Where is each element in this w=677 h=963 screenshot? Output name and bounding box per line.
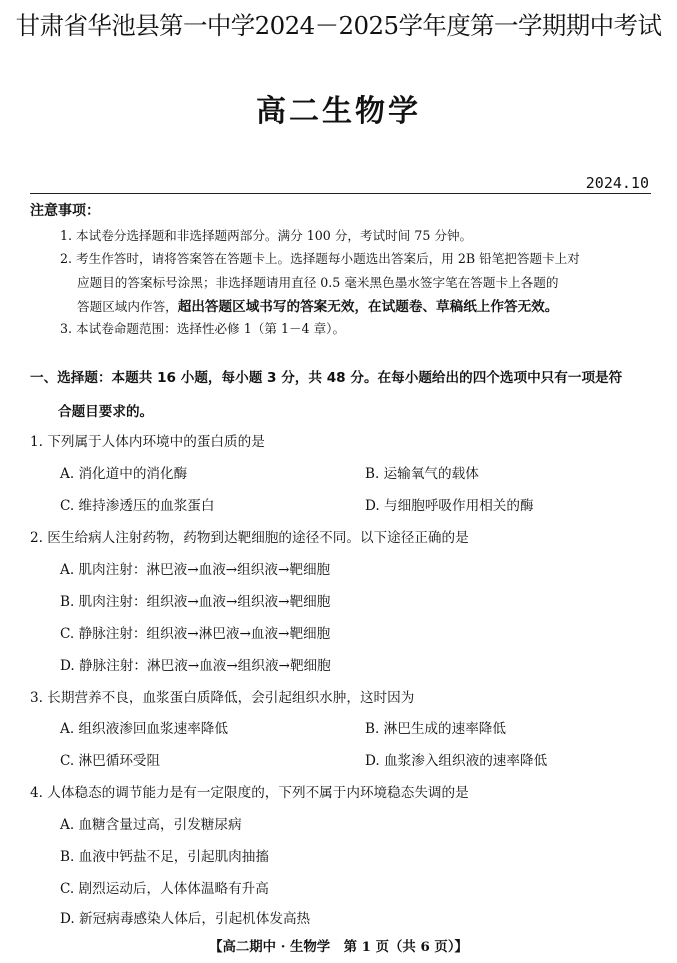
question-1: 1. 下列属于人体内环境中的蛋白质的是 <box>30 434 265 450</box>
question-3: 3. 长期营养不良，血浆蛋白质降低，会引起组织水肿，这时因为 <box>30 690 415 706</box>
q2-option-c: C. 静脉注射：组织液→淋巴液→血液→靶细胞 <box>60 626 331 642</box>
q1-option-b: B. 运输氧气的载体 <box>365 466 479 482</box>
q1-option-d: D. 与细胞呼吸作用相关的酶 <box>365 498 534 514</box>
q2-option-d: D. 静脉注射：淋巴液→血液→组织液→靶细胞 <box>60 658 331 674</box>
exam-date: 2024.10 <box>585 174 649 192</box>
exam-title: 甘肃省华池县第一中学2024－2025学年度第一学期期中考试 <box>15 11 662 40</box>
header-divider <box>30 193 651 194</box>
q4-option-d: D. 新冠病毒感染人体后，引起机体发高热 <box>60 911 311 927</box>
notice-item-2-text: 答题区域内作答， <box>77 299 178 314</box>
q4-option-a: A. 血糖含量过高，引发糖尿病 <box>60 817 242 833</box>
notice-item-2: 2. 考生作答时，请将答案答在答题卡上。选择题每小题选出答案后，用 2B 铅笔把答题卡上对 <box>60 251 580 266</box>
q3-option-d: D. 血浆渗入组织液的速率降低 <box>365 753 548 769</box>
notice-warning: 超出答题区域书写的答案无效，在试题卷、草稿纸上作答无效。 <box>177 299 559 315</box>
section-heading-cont: 合题目要求的。 <box>58 404 154 420</box>
q3-option-b: B. 淋巴生成的速率降低 <box>365 721 506 737</box>
q4-option-b: B. 血液中钙盐不足，引起肌肉抽搐 <box>60 849 269 865</box>
notice-heading: 注意事项： <box>30 203 100 219</box>
notice-item-2-end <box>77 295 558 315</box>
q2-option-b: B. 肌肉注射：组织液→血液→组织液→靶细胞 <box>60 594 331 610</box>
notice-item-2-cont: 应题目的答案标号涂黑；非选择题请用直径 0.5 毫米黑色墨水签字笔在答题卡上各题的 <box>77 275 559 290</box>
section-heading: 一、选择题：本题共 16 小题，每小题 3 分，共 48 分。在每小题给出的四个选项中只有一项是符 <box>30 370 623 386</box>
notice-item-3: 3. 本试卷命题范围：选择性必修 1（第 1－4 章）。 <box>60 321 346 336</box>
q3-option-a: A. 组织液渗回血浆速率降低 <box>60 721 228 737</box>
q1-option-c: C. 维持渗透压的血浆蛋白 <box>60 498 215 514</box>
subject-title: 高二生物学 <box>256 94 421 129</box>
page-footer: 【高二期中 · 生物学 第 1 页（共 6 页）】 <box>209 939 468 955</box>
q4-option-c: C. 剧烈运动后，人体体温略有升高 <box>60 881 269 897</box>
question-2: 2. 医生给病人注射药物，药物到达靶细胞的途径不同。以下途径正确的是 <box>30 530 469 546</box>
q1-option-a: A. 消化道中的消化酶 <box>60 466 188 482</box>
q3-option-c: C. 淋巴循环受阻 <box>60 753 161 769</box>
notice-item-1: 1. 本试卷分选择题和非选择题两部分。满分 100 分，考试时间 75 分钟。 <box>60 228 473 243</box>
question-4: 4. 人体稳态的调节能力是有一定限度的，下列不属于内环境稳态失调的是 <box>30 785 469 801</box>
q2-option-a: A. 肌肉注射：淋巴液→血液→组织液→靶细胞 <box>60 562 331 578</box>
